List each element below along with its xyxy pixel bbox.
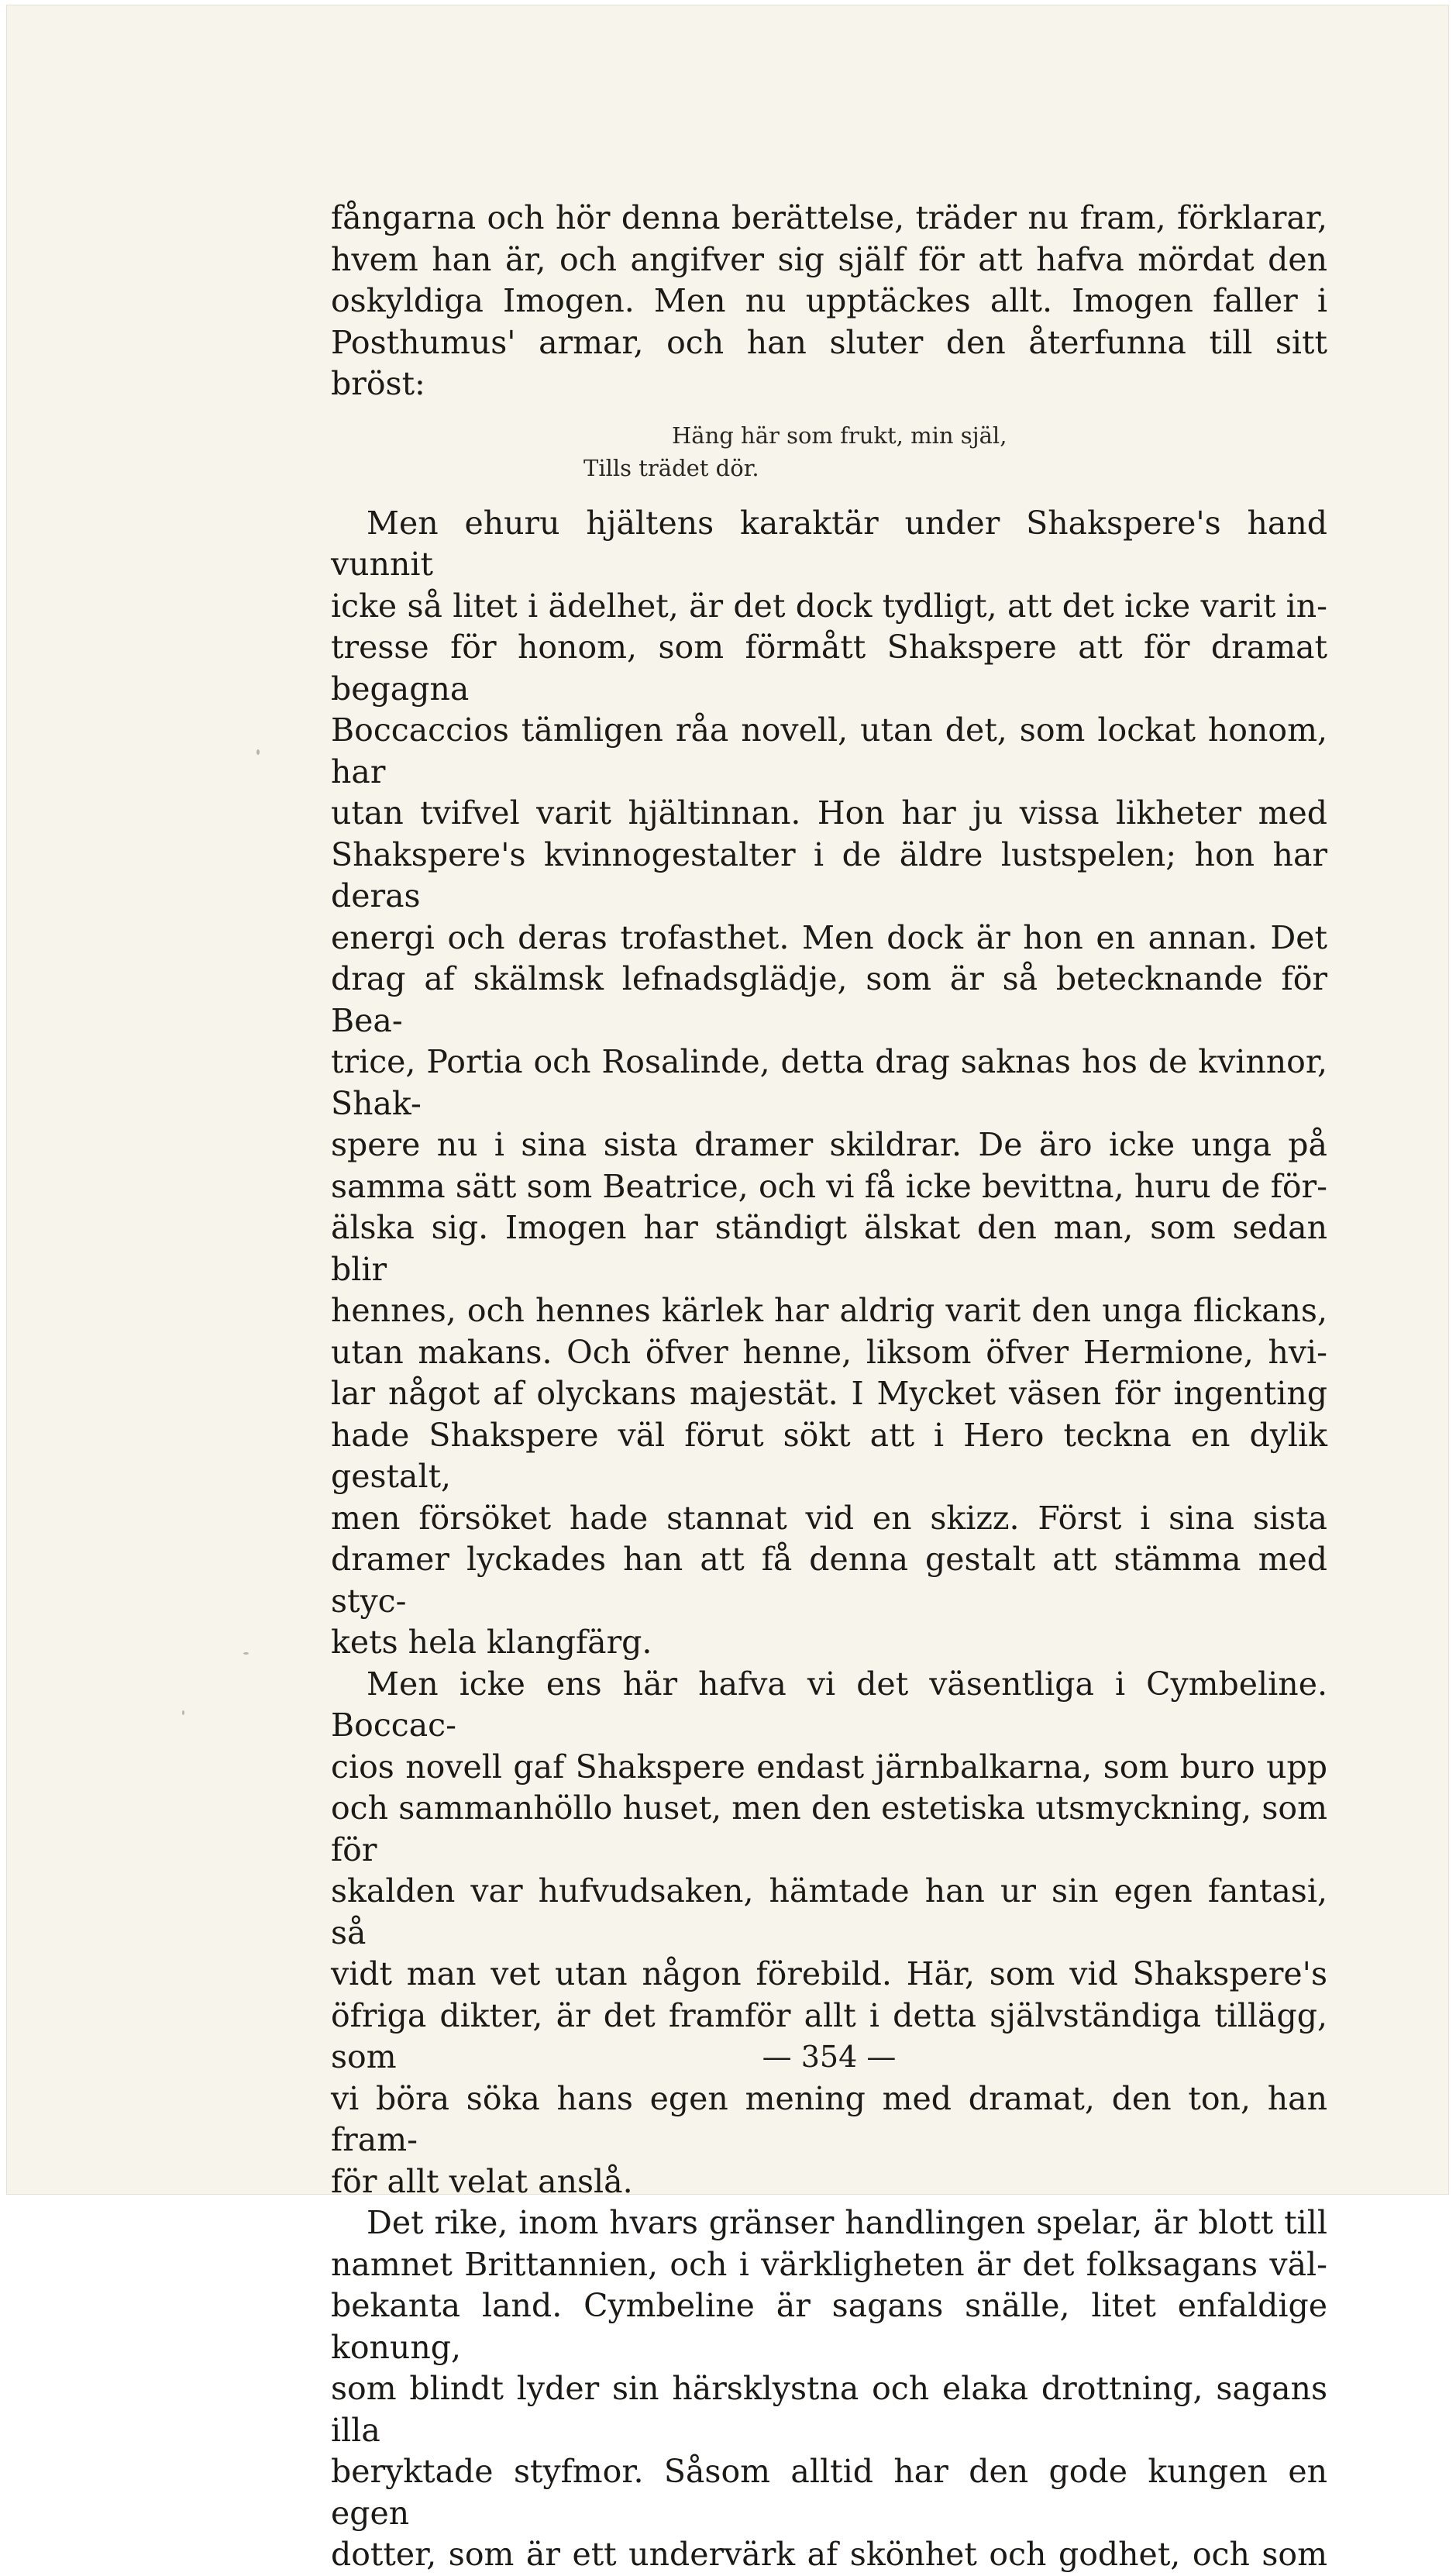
verse-quote bbox=[331, 419, 1327, 484]
text-line: beryktade styfmor. Såsom alltid har den gode kungen en egen bbox=[331, 2453, 1327, 2532]
text-line: utan makans. Och öfver henne, liksom öfver Hermione, hvi- bbox=[331, 1333, 1327, 1371]
text-line: namnet Brittannien, och i värkligheten är det folksagans väl- bbox=[331, 2245, 1327, 2283]
text-line: bekanta land. Cymbeline är sagans snälle, litet enfaldige konung, bbox=[331, 2287, 1327, 2366]
page-text bbox=[331, 198, 1327, 2576]
text-line: hennes, och hennes kärlek har aldrig varit den unga flickans, bbox=[331, 1292, 1327, 1329]
text-line: Posthumus' armar, och han sluter den återfunna till sitt bröst: bbox=[331, 323, 1327, 402]
text-line: som blindt lyder sin härsklystna och elaka drottning, sagans illa bbox=[331, 2370, 1327, 2449]
text-line: dotter, som är ett undervärk af skönhet och godhet, och som bbox=[331, 2536, 1327, 2573]
text-line: energi och deras trofasthet. Men dock är hon en annan. Det bbox=[331, 918, 1327, 956]
paper-speck bbox=[182, 1710, 184, 1715]
text-line: och sammanhöllo huset, men den estetiska utsmyckning, som för bbox=[331, 1789, 1327, 1868]
text-line: samma sätt som Beatrice, och vi få icke bevittna, huru de för- bbox=[331, 1167, 1327, 1205]
text-line: hvem han är, och angifver sig själf för att hafva mördat den bbox=[331, 240, 1327, 278]
text-line: oskyldiga Imogen. Men nu upptäckes allt. Imogen faller i bbox=[331, 282, 1327, 319]
text-line: hade Shakspere väl förut sökt att i Hero teckna en dylik gestalt, bbox=[331, 1416, 1327, 1495]
paragraph-3 bbox=[331, 1664, 1327, 2203]
text-line: Men icke ens här hafva vi det väsentliga i Cymbeline. Boccac- bbox=[331, 1665, 1327, 1744]
paragraph-4 bbox=[331, 2202, 1327, 2576]
text-line: Men ehuru hjältens karaktär under Shakspere's hand vunnit bbox=[331, 504, 1327, 583]
text-line: dramer lyckades han att få denna gestalt att stämma med styc- bbox=[331, 1541, 1327, 1620]
text-line: men försöket hade stannat vid en skizz. Först i sina sista bbox=[331, 1499, 1327, 1537]
text-line: vidt man vet utan någon förebild. Här, som vid Shakspere's bbox=[331, 1955, 1327, 1992]
paragraph-continued bbox=[331, 198, 1327, 405]
text-line: drag af skälmsk lefnadsglädje, som är så betecknande för Bea- bbox=[331, 960, 1327, 1039]
text-line: Boccaccios tämligen råa novell, utan det, som lockat honom, har bbox=[331, 711, 1327, 790]
text-line: kets hela klangfärg. bbox=[331, 1624, 652, 1661]
text-line: skalden var hufvudsaken, hämtade han ur sin egen fantasi, så bbox=[331, 1872, 1327, 1951]
paragraph-2 bbox=[331, 503, 1327, 1664]
text-line: spere nu i sina sista dramer skildrar. De äro icke unga på bbox=[331, 1126, 1327, 1163]
text-line: tresse för honom, som förmått Shakspere att för dramat begagna bbox=[331, 629, 1327, 708]
text-line: Det rike, inom hvars gränser handlingen spelar, är blott till bbox=[367, 2204, 1327, 2241]
verse-line-2: Tills trädet dör. bbox=[583, 454, 759, 481]
paper-speck bbox=[243, 1652, 249, 1655]
text-line: utan tvifvel varit hjältinnan. Hon har ju vissa likheter med bbox=[331, 794, 1327, 832]
paper-speck bbox=[256, 749, 260, 755]
text-line: lar något af olyckans majestät. I Mycket väsen för ingenting bbox=[331, 1375, 1327, 1412]
book-page bbox=[6, 5, 1449, 2573]
text-line: cios novell gaf Shakspere endast järnbalkarna, som buro upp bbox=[331, 1748, 1327, 1786]
page-number: — 354 — bbox=[762, 2040, 897, 2074]
text-line: icke så litet i ädelhet, är det dock tydligt, att det icke varit in- bbox=[331, 587, 1327, 625]
verse-line-1: Häng här som frukt, min själ, bbox=[672, 422, 1007, 449]
text-line: Shakspere's kvinnogestalter i de äldre lustspelen; hon har deras bbox=[331, 835, 1327, 914]
text-line: vi böra söka hans egen mening med dramat, den ton, han fram- bbox=[331, 2079, 1327, 2158]
text-line: för allt velat anslå. bbox=[331, 2162, 633, 2200]
text-line: älska sig. Imogen har ständigt älskat den man, som sedan blir bbox=[331, 1209, 1327, 1288]
text-line: fångarna och hör denna berättelse, träder nu fram, förklarar, bbox=[331, 199, 1327, 236]
text-line: öfriga dikter, är det framför allt i detta självständiga tillägg, som bbox=[331, 1996, 1327, 2075]
text-line: trice, Portia och Rosalinde, detta drag saknas hos de kvinnor, Shak- bbox=[331, 1043, 1327, 1122]
